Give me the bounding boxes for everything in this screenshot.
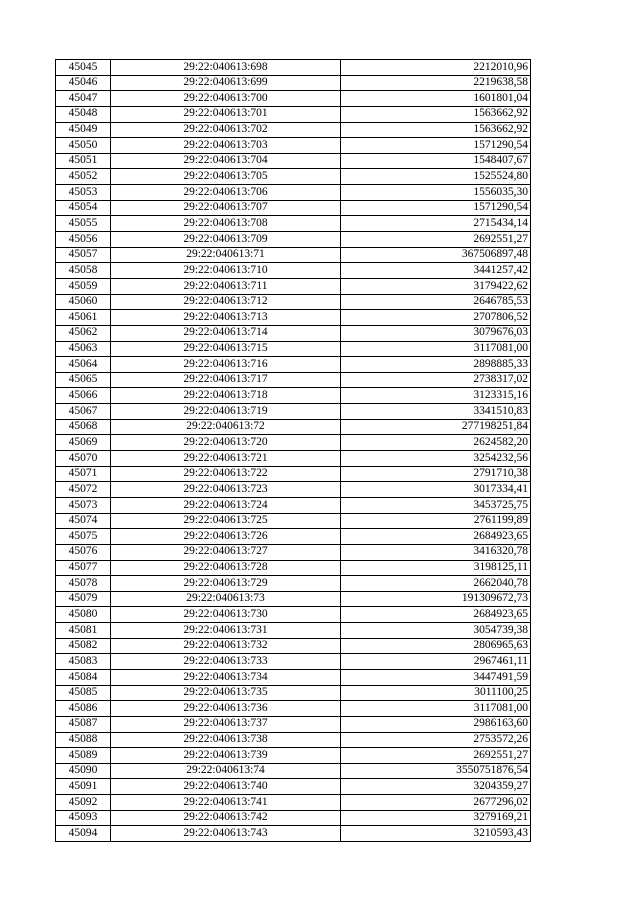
table-row	[56, 247, 531, 263]
cadastral-number-cell: 29:22:040613:739	[111, 748, 341, 764]
row-number-cell: 45073	[56, 497, 111, 513]
cadastral-value-cell: 2967461,11	[341, 654, 531, 670]
table-row	[56, 529, 531, 545]
table-row	[56, 669, 531, 685]
row-number-cell: 45068	[56, 419, 111, 435]
row-number-cell: 45057	[56, 247, 111, 263]
cadastral-value-cell: 1571290,54	[341, 138, 531, 154]
table-row	[56, 544, 531, 560]
cadastral-number-cell: 29:22:040613:700	[111, 91, 341, 107]
cadastral-number-cell: 29:22:040613:715	[111, 341, 341, 357]
row-number-cell: 45090	[56, 763, 111, 779]
table-row	[56, 232, 531, 248]
table-row	[56, 607, 531, 623]
row-number-cell: 45072	[56, 482, 111, 498]
table-row	[56, 466, 531, 482]
cadastral-value-cell: 2684923,65	[341, 607, 531, 623]
cadastral-value-cell: 2212010,96	[341, 60, 531, 76]
cadastral-value-cell: 3198125,11	[341, 560, 531, 576]
row-number-cell: 45092	[56, 795, 111, 811]
cadastral-value-cell: 191309672,73	[341, 591, 531, 607]
row-number-cell: 45083	[56, 654, 111, 670]
row-number-cell: 45046	[56, 75, 111, 91]
table-row	[56, 153, 531, 169]
row-number-cell: 45053	[56, 185, 111, 201]
cadastral-value-cell: 3453725,75	[341, 497, 531, 513]
table-row	[56, 341, 531, 357]
row-number-cell: 45082	[56, 638, 111, 654]
row-number-cell: 45074	[56, 513, 111, 529]
row-number-cell: 45075	[56, 529, 111, 545]
cadastral-value-cell: 3416320,78	[341, 544, 531, 560]
cadastral-number-cell: 29:22:040613:726	[111, 529, 341, 545]
cadastral-value-cell: 3011100,25	[341, 685, 531, 701]
cadastral-number-cell: 29:22:040613:710	[111, 263, 341, 279]
row-number-cell: 45069	[56, 435, 111, 451]
cadastral-number-cell: 29:22:040613:731	[111, 623, 341, 639]
cadastral-value-cell: 3341510,83	[341, 404, 531, 420]
cadastral-number-cell: 29:22:040613:699	[111, 75, 341, 91]
cadastral-value-cell: 3210593,43	[341, 826, 531, 842]
cadastral-value-cell: 3117081,00	[341, 341, 531, 357]
cadastral-number-cell: 29:22:040613:730	[111, 607, 341, 623]
cadastral-number-cell: 29:22:040613:733	[111, 654, 341, 670]
table-row	[56, 169, 531, 185]
row-number-cell: 45045	[56, 60, 111, 76]
cadastral-number-cell: 29:22:040613:698	[111, 60, 341, 76]
table-row	[56, 60, 531, 76]
row-number-cell: 45093	[56, 810, 111, 826]
cadastral-number-cell: 29:22:040613:741	[111, 795, 341, 811]
table-row	[56, 497, 531, 513]
cadastral-number-cell: 29:22:040613:737	[111, 716, 341, 732]
cadastral-value-cell: 2219638,58	[341, 75, 531, 91]
cadastral-value-cell: 2684923,65	[341, 529, 531, 545]
row-number-cell: 45089	[56, 748, 111, 764]
table-row	[56, 482, 531, 498]
cadastral-number-cell: 29:22:040613:732	[111, 638, 341, 654]
table-row	[56, 748, 531, 764]
cadastral-number-cell: 29:22:040613:719	[111, 404, 341, 420]
row-number-cell: 45049	[56, 122, 111, 138]
cadastral-value-cell: 2791710,38	[341, 466, 531, 482]
table-row	[56, 419, 531, 435]
table-row	[56, 200, 531, 216]
table-row	[56, 654, 531, 670]
row-number-cell: 45064	[56, 357, 111, 373]
table-row	[56, 435, 531, 451]
table-row	[56, 763, 531, 779]
cadastral-number-cell: 29:22:040613:722	[111, 466, 341, 482]
cadastral-value-cell: 2677296,02	[341, 795, 531, 811]
row-number-cell: 45094	[56, 826, 111, 842]
row-number-cell: 45050	[56, 138, 111, 154]
table-row	[56, 685, 531, 701]
row-number-cell: 45081	[56, 623, 111, 639]
table-row	[56, 638, 531, 654]
cadastral-number-cell: 29:22:040613:703	[111, 138, 341, 154]
cadastral-number-cell: 29:22:040613:714	[111, 325, 341, 341]
cadastral-value-cell: 1563662,92	[341, 106, 531, 122]
cadastral-number-cell: 29:22:040613:728	[111, 560, 341, 576]
row-number-cell: 45059	[56, 278, 111, 294]
cadastral-value-cell: 2662040,78	[341, 576, 531, 592]
cadastral-number-cell: 29:22:040613:729	[111, 576, 341, 592]
cadastral-value-cell: 2692551,27	[341, 232, 531, 248]
row-number-cell: 45066	[56, 388, 111, 404]
cadastral-number-cell: 29:22:040613:736	[111, 701, 341, 717]
table-row	[56, 560, 531, 576]
cadastral-number-cell: 29:22:040613:705	[111, 169, 341, 185]
cadastral-number-cell: 29:22:040613:723	[111, 482, 341, 498]
cadastral-value-cell: 2806965,63	[341, 638, 531, 654]
cadastral-number-cell: 29:22:040613:73	[111, 591, 341, 607]
row-number-cell: 45063	[56, 341, 111, 357]
cadastral-value-cell: 2624582,20	[341, 435, 531, 451]
cadastral-number-cell: 29:22:040613:743	[111, 826, 341, 842]
cadastral-value-cell: 2986163,60	[341, 716, 531, 732]
cadastral-value-cell: 367506897,48	[341, 247, 531, 263]
table-row	[56, 810, 531, 826]
cadastral-number-cell: 29:22:040613:727	[111, 544, 341, 560]
row-number-cell: 45062	[56, 325, 111, 341]
cadastral-number-cell: 29:22:040613:701	[111, 106, 341, 122]
cadastral-number-cell: 29:22:040613:712	[111, 294, 341, 310]
cadastral-number-cell: 29:22:040613:734	[111, 669, 341, 685]
cadastral-number-cell: 29:22:040613:725	[111, 513, 341, 529]
cadastral-number-cell: 29:22:040613:720	[111, 435, 341, 451]
cadastral-number-cell: 29:22:040613:706	[111, 185, 341, 201]
cadastral-value-cell: 3441257,42	[341, 263, 531, 279]
table-row	[56, 185, 531, 201]
cadastral-value-cell: 1563662,92	[341, 122, 531, 138]
cadastral-number-cell: 29:22:040613:740	[111, 779, 341, 795]
cadastral-number-cell: 29:22:040613:74	[111, 763, 341, 779]
row-number-cell: 45085	[56, 685, 111, 701]
table-row	[56, 576, 531, 592]
row-number-cell: 45052	[56, 169, 111, 185]
cadastral-number-cell: 29:22:040613:717	[111, 372, 341, 388]
row-number-cell: 45058	[56, 263, 111, 279]
table-row	[56, 388, 531, 404]
row-number-cell: 45070	[56, 451, 111, 467]
cadastral-number-cell: 29:22:040613:713	[111, 310, 341, 326]
table-row	[56, 795, 531, 811]
table-row	[56, 513, 531, 529]
table-body	[56, 60, 531, 842]
table-row	[56, 591, 531, 607]
cadastral-number-cell: 29:22:040613:742	[111, 810, 341, 826]
cadastral-number-cell: 29:22:040613:735	[111, 685, 341, 701]
table-row	[56, 623, 531, 639]
cadastral-number-cell: 29:22:040613:718	[111, 388, 341, 404]
row-number-cell: 45084	[56, 669, 111, 685]
cadastral-value-cell: 3204359,27	[341, 779, 531, 795]
cadastral-number-cell: 29:22:040613:711	[111, 278, 341, 294]
cadastral-value-cell: 3017334,41	[341, 482, 531, 498]
cadastral-number-cell: 29:22:040613:71	[111, 247, 341, 263]
row-number-cell: 45055	[56, 216, 111, 232]
table-row	[56, 75, 531, 91]
cadastral-value-cell: 3550751876,54	[341, 763, 531, 779]
cadastral-value-cell: 3447491,59	[341, 669, 531, 685]
cadastral-value-cell: 3279169,21	[341, 810, 531, 826]
row-number-cell: 45086	[56, 701, 111, 717]
cadastral-value-cell: 2715434,14	[341, 216, 531, 232]
row-number-cell: 45091	[56, 779, 111, 795]
row-number-cell: 45047	[56, 91, 111, 107]
row-number-cell: 45087	[56, 716, 111, 732]
row-number-cell: 45076	[56, 544, 111, 560]
cadastral-value-cell: 2761199,89	[341, 513, 531, 529]
row-number-cell: 45078	[56, 576, 111, 592]
row-number-cell: 45061	[56, 310, 111, 326]
table-row	[56, 404, 531, 420]
cadastral-value-cell: 2738317,02	[341, 372, 531, 388]
table-row	[56, 263, 531, 279]
cadastral-number-cell: 29:22:040613:716	[111, 357, 341, 373]
cadastral-value-cell: 3123315,16	[341, 388, 531, 404]
row-number-cell: 45080	[56, 607, 111, 623]
cadastral-value-cell: 277198251,84	[341, 419, 531, 435]
cadastral-number-cell: 29:22:040613:702	[111, 122, 341, 138]
cadastral-value-cell: 1548407,67	[341, 153, 531, 169]
cadastral-value-cell: 2898885,33	[341, 357, 531, 373]
cadastral-value-cell: 1556035,30	[341, 185, 531, 201]
table-row	[56, 91, 531, 107]
table-row	[56, 779, 531, 795]
table-row	[56, 701, 531, 717]
table-row	[56, 216, 531, 232]
row-number-cell: 45088	[56, 732, 111, 748]
cadastral-value-cell: 1601801,04	[341, 91, 531, 107]
cadastral-value-table	[55, 59, 531, 842]
document-page	[55, 59, 531, 842]
cadastral-value-cell: 2692551,27	[341, 748, 531, 764]
cadastral-value-cell: 3079676,03	[341, 325, 531, 341]
row-number-cell: 45067	[56, 404, 111, 420]
cadastral-value-cell: 2707806,52	[341, 310, 531, 326]
cadastral-value-cell: 2646785,53	[341, 294, 531, 310]
cadastral-number-cell: 29:22:040613:704	[111, 153, 341, 169]
table-row	[56, 826, 531, 842]
row-number-cell: 45060	[56, 294, 111, 310]
cadastral-value-cell: 3054739,38	[341, 623, 531, 639]
cadastral-value-cell: 3117081,00	[341, 701, 531, 717]
row-number-cell: 45079	[56, 591, 111, 607]
table-row	[56, 357, 531, 373]
table-row	[56, 106, 531, 122]
row-number-cell: 45056	[56, 232, 111, 248]
cadastral-number-cell: 29:22:040613:707	[111, 200, 341, 216]
table-row	[56, 294, 531, 310]
cadastral-number-cell: 29:22:040613:721	[111, 451, 341, 467]
cadastral-value-cell: 3179422,62	[341, 278, 531, 294]
row-number-cell: 45065	[56, 372, 111, 388]
table-row	[56, 138, 531, 154]
cadastral-value-cell: 2753572,26	[341, 732, 531, 748]
cadastral-value-cell: 1525524,80	[341, 169, 531, 185]
table-row	[56, 372, 531, 388]
table-row	[56, 310, 531, 326]
table-row	[56, 716, 531, 732]
table-row	[56, 122, 531, 138]
row-number-cell: 45054	[56, 200, 111, 216]
cadastral-number-cell: 29:22:040613:72	[111, 419, 341, 435]
table-row	[56, 451, 531, 467]
cadastral-number-cell: 29:22:040613:738	[111, 732, 341, 748]
cadastral-value-cell: 3254232,56	[341, 451, 531, 467]
cadastral-number-cell: 29:22:040613:708	[111, 216, 341, 232]
cadastral-value-cell: 1571290,54	[341, 200, 531, 216]
cadastral-number-cell: 29:22:040613:709	[111, 232, 341, 248]
table-row	[56, 278, 531, 294]
row-number-cell: 45077	[56, 560, 111, 576]
cadastral-number-cell: 29:22:040613:724	[111, 497, 341, 513]
table-row	[56, 732, 531, 748]
table-row	[56, 325, 531, 341]
row-number-cell: 45071	[56, 466, 111, 482]
row-number-cell: 45051	[56, 153, 111, 169]
row-number-cell: 45048	[56, 106, 111, 122]
